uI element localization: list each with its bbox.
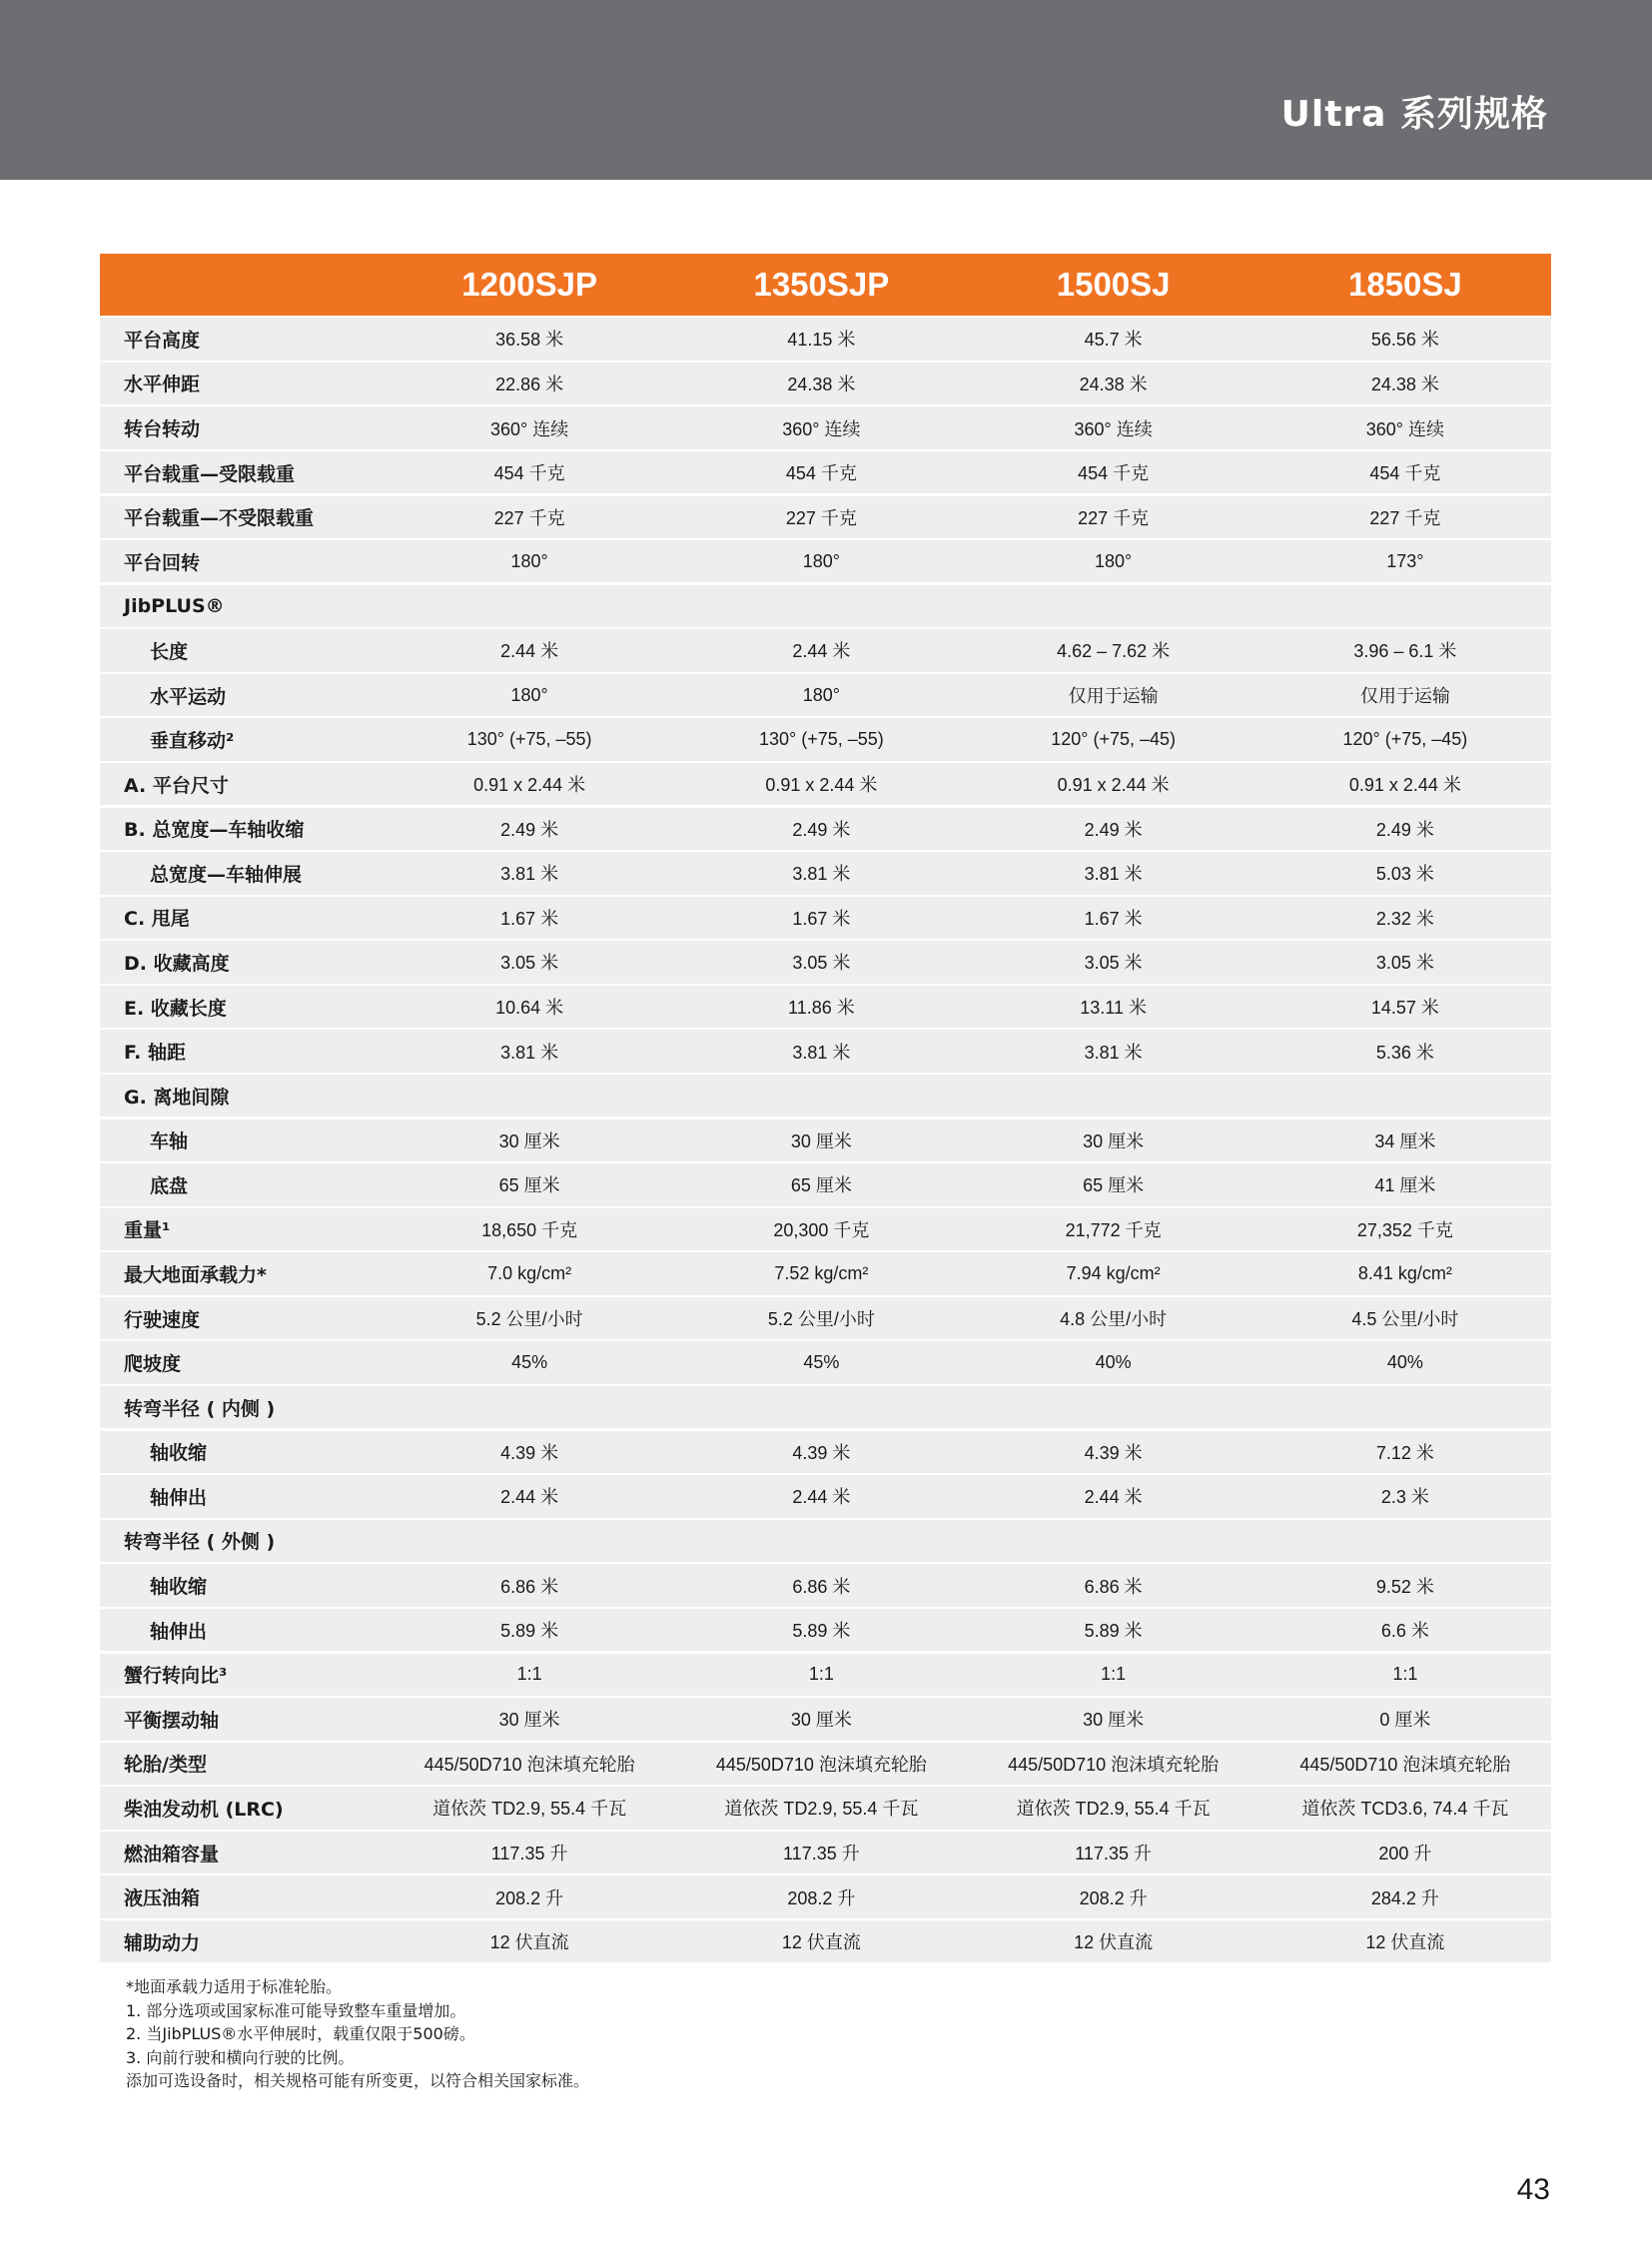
table-row bbox=[100, 1564, 1551, 1606]
table-row bbox=[100, 540, 1551, 582]
row-label: 轴收缩 bbox=[150, 1576, 208, 1599]
row-value: 仅用于运输 bbox=[1068, 686, 1159, 706]
row-value: 208.2 升 bbox=[1079, 1887, 1148, 1908]
row-value: 5.2 公里/小时 bbox=[767, 1309, 875, 1330]
spec-table bbox=[100, 254, 1551, 1962]
row-value: 7.94 kg/cm² bbox=[1066, 1263, 1161, 1284]
row-value: 4.8 公里/小时 bbox=[1060, 1309, 1168, 1330]
row-value: 7.52 kg/cm² bbox=[774, 1263, 869, 1284]
row-value: 2.44 米 bbox=[792, 1487, 851, 1508]
table-row bbox=[100, 363, 1551, 404]
row-value: 41.15 米 bbox=[787, 330, 856, 351]
row-value: 24.38 米 bbox=[1370, 374, 1439, 394]
table-row bbox=[100, 674, 1551, 716]
row-value: 41 厘米 bbox=[1374, 1175, 1436, 1196]
table-row bbox=[100, 1609, 1551, 1651]
row-value: 5.89 米 bbox=[500, 1621, 559, 1642]
page-title: Ultra 系列规格 bbox=[1280, 94, 1548, 135]
table-row bbox=[100, 1163, 1551, 1205]
row-value: 30 厘米 bbox=[790, 1710, 852, 1731]
row-value: 3.96 – 6.1 米 bbox=[1353, 641, 1457, 662]
row-value: 1.67 米 bbox=[792, 908, 851, 929]
row-value: 445/50D710 泡沫填充轮胎 bbox=[1008, 1754, 1220, 1775]
row-value: 道依茨 TD2.9, 55.4 千瓦 bbox=[724, 1799, 919, 1820]
row-value: 4.5 公里/小时 bbox=[1351, 1309, 1459, 1330]
row-label: 转弯半径 ( 内侧 ) bbox=[124, 1397, 276, 1420]
row-value: 3.81 米 bbox=[792, 864, 851, 885]
table-row bbox=[100, 1075, 1551, 1117]
row-value: 6.6 米 bbox=[1380, 1621, 1429, 1642]
table-row bbox=[100, 1386, 1551, 1428]
row-value: 2.44 米 bbox=[1084, 1487, 1143, 1508]
row-value: 3.05 米 bbox=[792, 953, 851, 974]
row-value: 3.81 米 bbox=[500, 864, 559, 885]
row-value: 1.67 米 bbox=[500, 908, 559, 929]
model-header: 1500SJ bbox=[1056, 266, 1171, 303]
table-row bbox=[100, 496, 1551, 538]
row-value: 1:1 bbox=[1392, 1664, 1418, 1685]
row-value: 130° (+75, –55) bbox=[466, 729, 592, 750]
table-row bbox=[100, 808, 1551, 850]
row-value: 10.64 米 bbox=[495, 998, 564, 1019]
row-value: 3.05 米 bbox=[1375, 953, 1434, 974]
row-value: 65 厘米 bbox=[1083, 1175, 1145, 1196]
page-number: 43 bbox=[1516, 2173, 1550, 2206]
row-label: 蟹行转向比³ bbox=[124, 1665, 228, 1688]
table-row bbox=[100, 1475, 1551, 1517]
row-value: 道依茨 TD2.9, 55.4 千瓦 bbox=[1016, 1799, 1211, 1820]
header-band bbox=[0, 0, 1652, 180]
table-row bbox=[100, 1030, 1551, 1072]
row-value: 5.36 米 bbox=[1375, 1042, 1434, 1063]
table-row bbox=[100, 718, 1551, 760]
row-value: 117.35 升 bbox=[1075, 1844, 1152, 1865]
table-row bbox=[100, 406, 1551, 448]
row-value: 12 伏直流 bbox=[489, 1932, 569, 1953]
row-value: 道依茨 TD2.9, 55.4 千瓦 bbox=[432, 1799, 627, 1820]
row-value: 208.2 升 bbox=[495, 1887, 564, 1908]
row-value: 173° bbox=[1386, 550, 1424, 571]
row-value: 仅用于运输 bbox=[1359, 686, 1450, 706]
row-value: 30 厘米 bbox=[1083, 1710, 1145, 1731]
row-value: 34 厘米 bbox=[1374, 1130, 1436, 1151]
row-value: 8.41 kg/cm² bbox=[1357, 1263, 1452, 1284]
row-value: 24.38 米 bbox=[1079, 374, 1148, 394]
row-value: 36.58 米 bbox=[495, 330, 564, 351]
row-value: 360° 连续 bbox=[782, 418, 861, 439]
row-value: 3.81 米 bbox=[1084, 864, 1143, 885]
row-label: 平衡摆动轴 bbox=[124, 1709, 220, 1732]
row-value: 1:1 bbox=[808, 1664, 834, 1685]
row-value: 2.3 米 bbox=[1380, 1487, 1429, 1508]
row-value: 6.86 米 bbox=[1084, 1576, 1143, 1597]
row-value: 360° 连续 bbox=[1365, 418, 1444, 439]
table-row bbox=[100, 585, 1551, 627]
row-value: 56.56 米 bbox=[1370, 330, 1439, 351]
row-label: F. 轴距 bbox=[124, 1042, 187, 1065]
table-row bbox=[100, 941, 1551, 983]
row-value: 65 厘米 bbox=[498, 1175, 560, 1196]
row-value: 2.44 米 bbox=[500, 641, 559, 662]
row-label: 转台转动 bbox=[124, 418, 201, 441]
row-value: 227 千克 bbox=[1078, 507, 1150, 528]
row-value: 0 厘米 bbox=[1379, 1710, 1431, 1731]
row-value: 30 厘米 bbox=[498, 1710, 560, 1731]
row-label: 水平运动 bbox=[150, 685, 227, 708]
table-row bbox=[100, 986, 1551, 1028]
row-label: 平台高度 bbox=[124, 329, 201, 352]
row-label: 柴油发动机 (LRC) bbox=[124, 1798, 284, 1821]
row-value: 45% bbox=[803, 1352, 840, 1373]
row-value: 445/50D710 泡沫填充轮胎 bbox=[715, 1754, 927, 1775]
row-label: C. 甩尾 bbox=[124, 908, 190, 931]
row-value: 117.35 升 bbox=[490, 1844, 568, 1865]
row-value: 2.44 米 bbox=[500, 1487, 559, 1508]
row-value: 180° bbox=[1095, 550, 1133, 571]
row-value: 180° bbox=[802, 550, 840, 571]
row-value: 5.89 米 bbox=[1084, 1621, 1143, 1642]
row-label: 轴伸出 bbox=[150, 1620, 208, 1643]
table-row bbox=[100, 1832, 1551, 1873]
row-value: 180° bbox=[510, 550, 548, 571]
row-label: B. 总宽度—车轴收缩 bbox=[124, 819, 305, 842]
table-row bbox=[100, 1252, 1551, 1294]
row-label: 平台载重—不受限载重 bbox=[124, 507, 315, 530]
footnote: 1. 部分选项或国家标准可能导致整车重量增加。 bbox=[126, 2000, 466, 2020]
row-value: 21,772 千克 bbox=[1065, 1219, 1162, 1240]
row-label: 最大地面承载力* bbox=[124, 1264, 267, 1287]
row-value: 0.91 x 2.44 米 bbox=[1057, 775, 1170, 796]
table-row bbox=[100, 763, 1551, 805]
row-value: 3.81 米 bbox=[500, 1042, 559, 1063]
row-label: 轴伸出 bbox=[150, 1486, 208, 1509]
row-value: 3.81 米 bbox=[1084, 1042, 1143, 1063]
row-value: 14.57 米 bbox=[1370, 998, 1439, 1019]
table-body bbox=[100, 318, 1551, 1962]
row-value: 2.49 米 bbox=[1375, 819, 1434, 840]
table-row bbox=[100, 1920, 1551, 1962]
row-value: 18,650 千克 bbox=[481, 1219, 578, 1240]
row-value: 5.03 米 bbox=[1375, 864, 1434, 885]
row-label: 垂直移动² bbox=[150, 730, 235, 753]
footnote: 3. 向前行驶和横向行驶的比例。 bbox=[126, 2047, 355, 2067]
row-value: 1.67 米 bbox=[1084, 908, 1143, 929]
row-value: 130° (+75, –55) bbox=[758, 729, 884, 750]
row-value: 454 千克 bbox=[1369, 463, 1441, 484]
table-row bbox=[100, 318, 1551, 360]
row-label: 平台回转 bbox=[124, 551, 201, 574]
row-value: 6.86 米 bbox=[792, 1576, 851, 1597]
model-header: 1350SJP bbox=[753, 266, 890, 303]
table-row bbox=[100, 1875, 1551, 1917]
row-label: 重量¹ bbox=[124, 1219, 171, 1242]
table-row bbox=[100, 1297, 1551, 1339]
row-value: 1:1 bbox=[516, 1664, 542, 1685]
row-label: 轮胎/类型 bbox=[124, 1754, 207, 1777]
row-value: 454 千克 bbox=[1078, 463, 1150, 484]
row-value: 284.2 升 bbox=[1370, 1887, 1439, 1908]
table-row bbox=[100, 451, 1551, 493]
row-value: 12 伏直流 bbox=[1365, 1932, 1445, 1953]
row-value: 45% bbox=[511, 1352, 548, 1373]
row-label: 长度 bbox=[150, 640, 189, 663]
row-value: 30 厘米 bbox=[790, 1130, 852, 1151]
row-label: 底盘 bbox=[150, 1174, 189, 1197]
row-value: 3.81 米 bbox=[792, 1042, 851, 1063]
row-label: 液压油箱 bbox=[124, 1887, 201, 1910]
row-value: 360° 连续 bbox=[1074, 418, 1153, 439]
row-value: 12 伏直流 bbox=[781, 1932, 861, 1953]
table-row bbox=[100, 1743, 1551, 1785]
row-value: 40% bbox=[1095, 1352, 1132, 1373]
row-value: 5.89 米 bbox=[792, 1621, 851, 1642]
row-label: 平台载重—受限载重 bbox=[124, 462, 296, 485]
row-label: 轴收缩 bbox=[150, 1442, 208, 1465]
row-value: 4.62 – 7.62 米 bbox=[1057, 641, 1171, 662]
row-value: 2.49 米 bbox=[500, 819, 559, 840]
row-value: 30 厘米 bbox=[1083, 1130, 1145, 1151]
table-row bbox=[100, 1120, 1551, 1161]
row-value: 227 千克 bbox=[493, 507, 565, 528]
row-value: 27,352 千克 bbox=[1356, 1219, 1453, 1240]
row-value: 227 千克 bbox=[785, 507, 857, 528]
row-value: 24.38 米 bbox=[787, 374, 856, 394]
row-value: 0.91 x 2.44 米 bbox=[473, 775, 586, 796]
row-value: 9.52 米 bbox=[1375, 1576, 1434, 1597]
row-value: 22.86 米 bbox=[495, 374, 564, 394]
table-row bbox=[100, 897, 1551, 939]
row-value: 454 千克 bbox=[785, 463, 857, 484]
row-label: A. 平台尺寸 bbox=[124, 774, 229, 797]
table-row bbox=[100, 629, 1551, 671]
row-value: 5.2 公里/小时 bbox=[475, 1309, 583, 1330]
model-header: 1200SJP bbox=[461, 266, 598, 303]
row-value: 227 千克 bbox=[1369, 507, 1441, 528]
row-value: 2.32 米 bbox=[1375, 908, 1434, 929]
table-row bbox=[100, 1341, 1551, 1383]
row-value: 120° (+75, –45) bbox=[1051, 729, 1177, 750]
row-value: 445/50D710 泡沫填充轮胎 bbox=[423, 1754, 635, 1775]
row-label: 转弯半径 ( 外侧 ) bbox=[124, 1531, 276, 1554]
row-value: 45.7 米 bbox=[1084, 330, 1143, 351]
row-value: 7.12 米 bbox=[1375, 1442, 1434, 1463]
row-value: 11.86 米 bbox=[788, 998, 855, 1019]
row-value: 2.49 米 bbox=[1084, 819, 1143, 840]
row-label: 总宽度—车轴伸展 bbox=[150, 863, 303, 886]
row-value: 12 伏直流 bbox=[1074, 1932, 1154, 1953]
row-value: 20,300 千克 bbox=[773, 1219, 870, 1240]
table-row bbox=[100, 1520, 1551, 1562]
row-value: 7.0 kg/cm² bbox=[487, 1263, 572, 1284]
row-value: 3.05 米 bbox=[500, 953, 559, 974]
table-row bbox=[100, 1208, 1551, 1250]
row-label: JibPLUS® bbox=[124, 594, 225, 617]
row-label: 辅助动力 bbox=[124, 1931, 201, 1954]
footnotes bbox=[126, 1975, 589, 2093]
row-value: 454 千克 bbox=[493, 463, 565, 484]
row-value: 道依茨 TCD3.6, 74.4 千瓦 bbox=[1301, 1799, 1509, 1820]
row-label: G. 离地间隙 bbox=[124, 1086, 230, 1109]
row-label: 行驶速度 bbox=[124, 1308, 201, 1331]
row-value: 65 厘米 bbox=[790, 1175, 852, 1196]
table-row bbox=[100, 1431, 1551, 1473]
row-value: 200 升 bbox=[1378, 1844, 1432, 1865]
row-label: 燃油箱容量 bbox=[124, 1843, 220, 1866]
table-header-row bbox=[100, 254, 1551, 316]
row-value: 445/50D710 泡沫填充轮胎 bbox=[1299, 1754, 1511, 1775]
row-label: 水平伸距 bbox=[124, 374, 201, 396]
row-value: 30 厘米 bbox=[498, 1130, 560, 1151]
row-label: D. 收藏高度 bbox=[124, 952, 230, 975]
row-label: 车轴 bbox=[150, 1130, 189, 1153]
row-label: 爬坡度 bbox=[124, 1353, 182, 1376]
row-value: 4.39 米 bbox=[500, 1442, 559, 1463]
row-value: 117.35 升 bbox=[783, 1844, 860, 1865]
footnote: *地面承载力适用于标准轮胎。 bbox=[126, 1977, 343, 1996]
row-value: 6.86 米 bbox=[500, 1576, 559, 1597]
row-value: 13.11 米 bbox=[1080, 998, 1147, 1019]
table-row bbox=[100, 1787, 1551, 1829]
footnote: 添加可选设备时，相关规格可能有所变更，以符合相关国家标准。 bbox=[126, 2071, 590, 2090]
row-value: 4.39 米 bbox=[1084, 1442, 1143, 1463]
row-value: 180° bbox=[802, 684, 840, 705]
row-value: 40% bbox=[1386, 1352, 1423, 1373]
table-row bbox=[100, 1698, 1551, 1740]
table-row bbox=[100, 852, 1551, 894]
table-row bbox=[100, 1654, 1551, 1696]
row-value: 180° bbox=[510, 684, 548, 705]
row-value: 360° 连续 bbox=[490, 418, 569, 439]
row-label: E. 收藏长度 bbox=[124, 997, 227, 1020]
row-value: 2.44 米 bbox=[792, 641, 851, 662]
row-value: 1:1 bbox=[1101, 1664, 1127, 1685]
model-header: 1850SJ bbox=[1347, 266, 1462, 303]
footnote: 2. 当JibPLUS®水平伸展时，载重仅限于500磅。 bbox=[126, 2024, 475, 2043]
row-value: 208.2 升 bbox=[787, 1887, 856, 1908]
row-value: 0.91 x 2.44 米 bbox=[765, 775, 878, 796]
row-value: 0.91 x 2.44 米 bbox=[1348, 775, 1461, 796]
row-value: 2.49 米 bbox=[792, 819, 851, 840]
row-value: 120° (+75, –45) bbox=[1342, 729, 1468, 750]
row-value: 3.05 米 bbox=[1084, 953, 1143, 974]
row-value: 4.39 米 bbox=[792, 1442, 851, 1463]
